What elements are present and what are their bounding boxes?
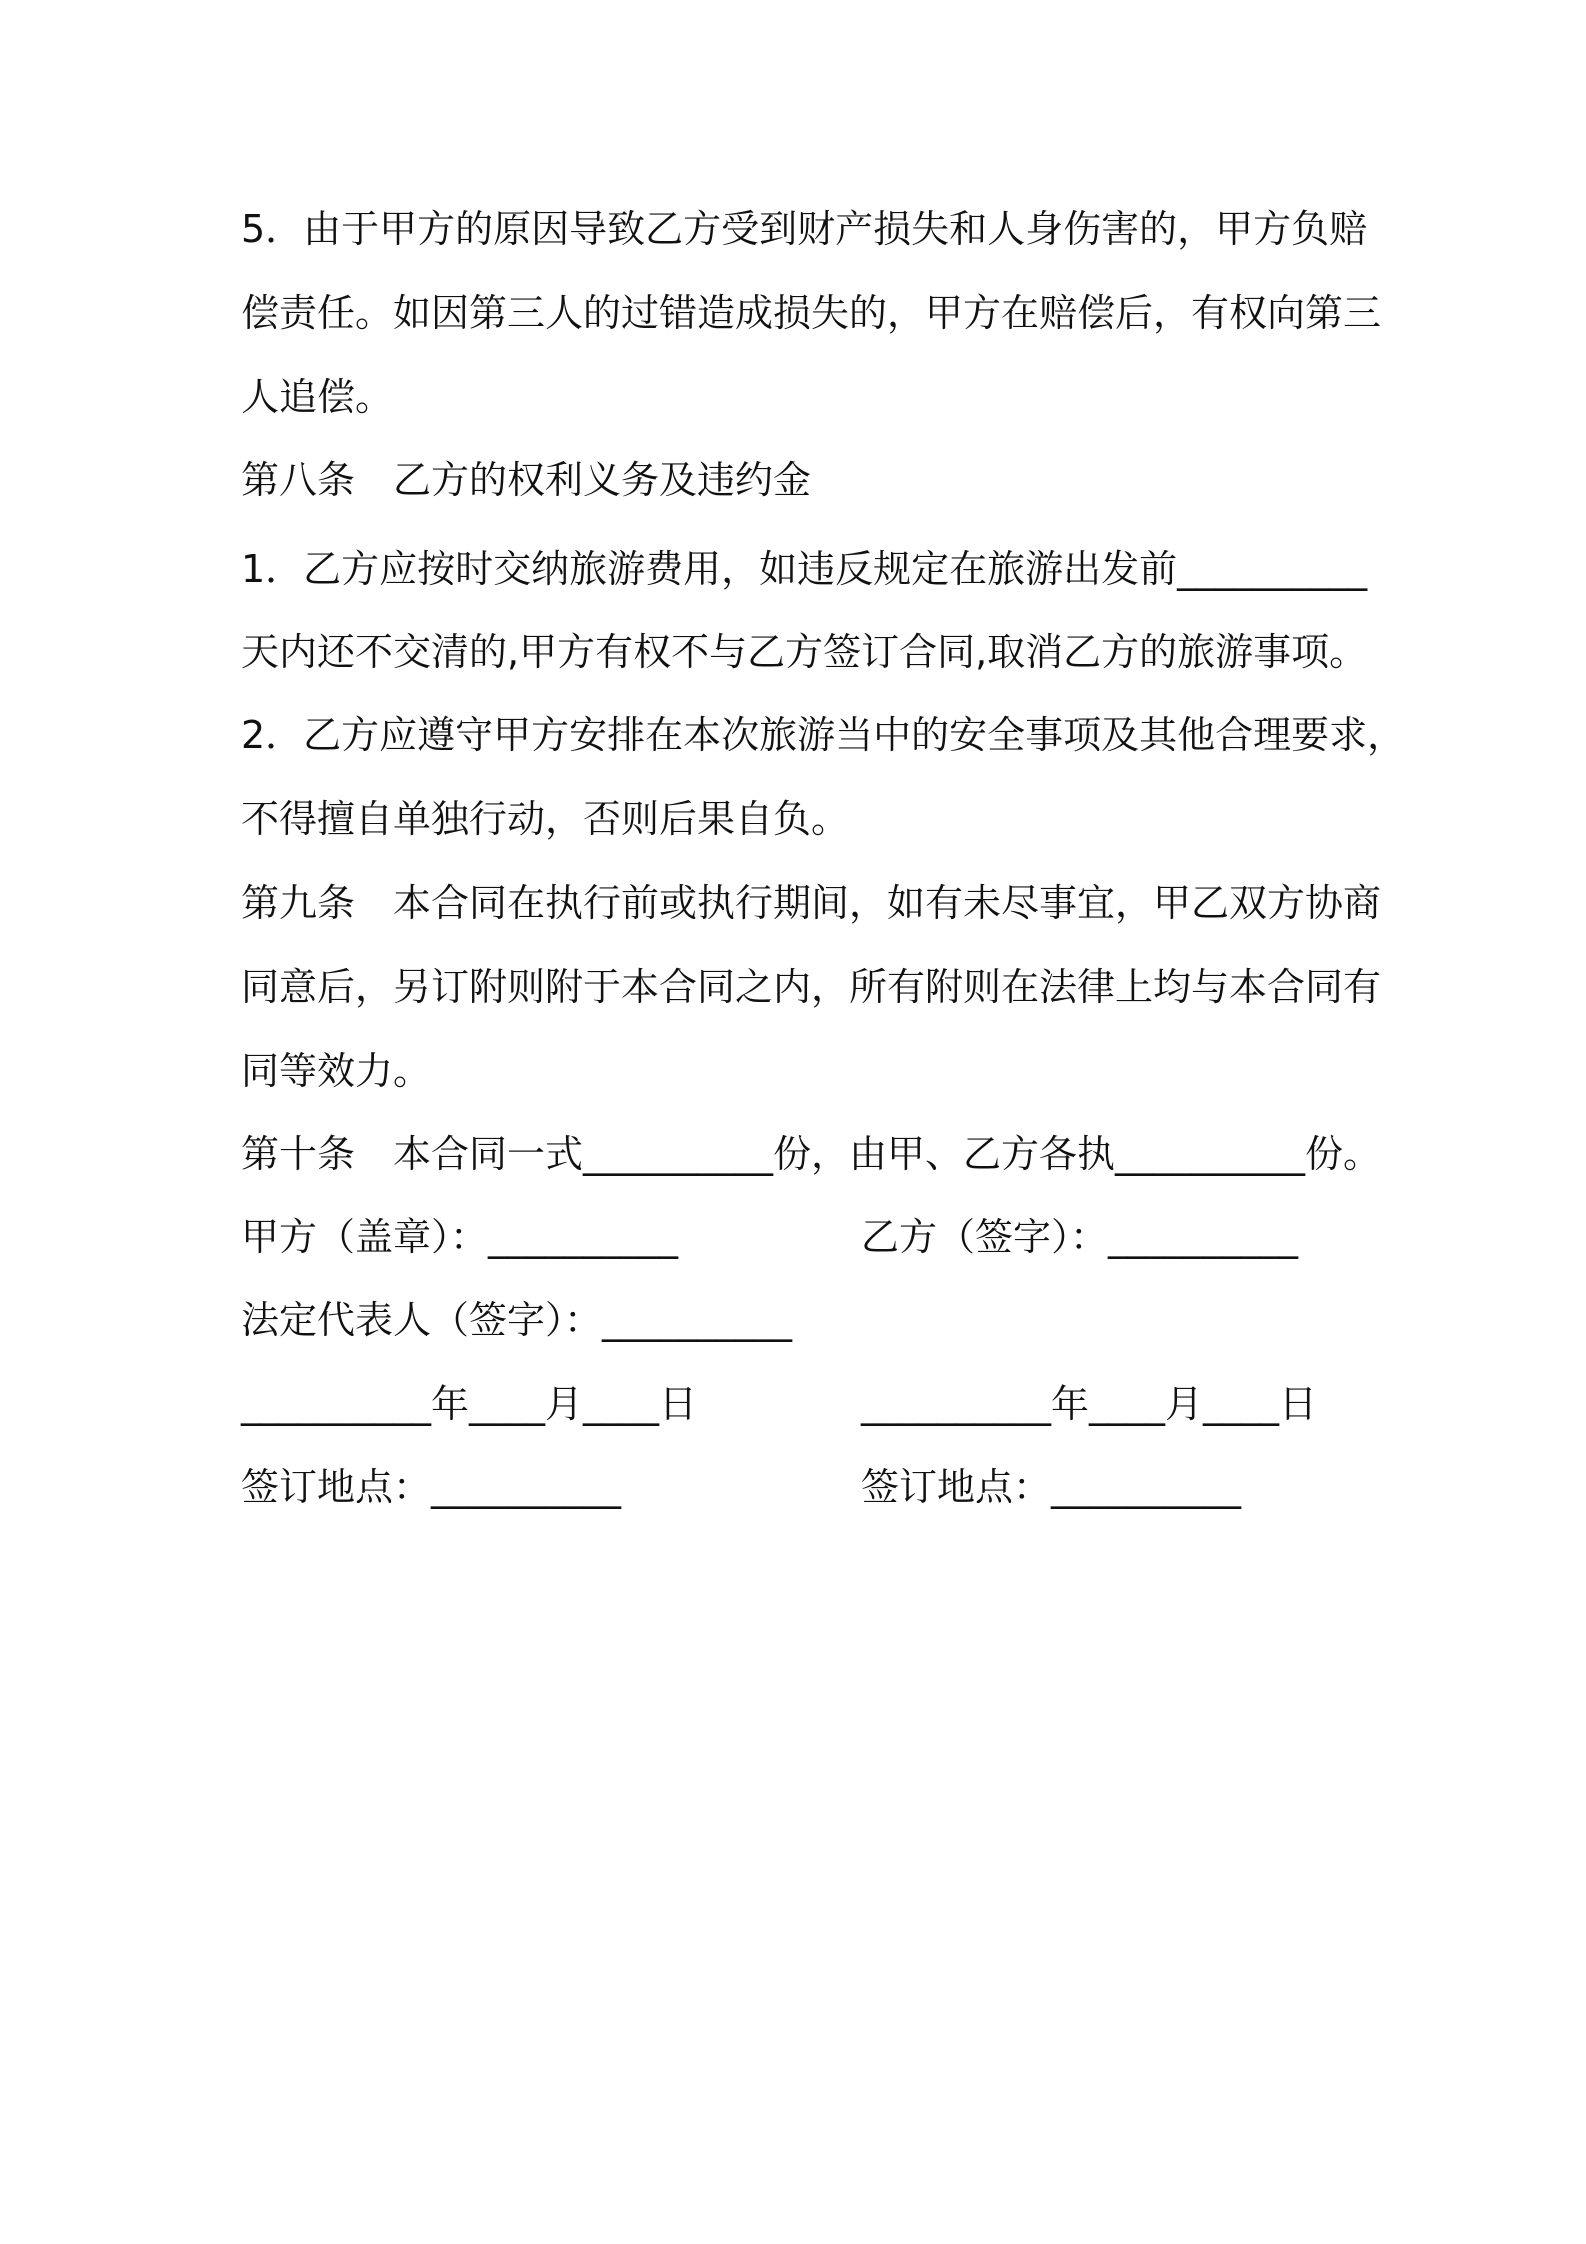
clause10-line1: 第十条 本合同一式__________份，由甲、乙方各执__________份。 <box>241 1132 1382 1176</box>
signature-row-dates <box>241 1380 1341 1428</box>
legal-representative-signature: 法定代表人（签字）：__________ <box>241 1298 793 1342</box>
clause7-item5-line2: 偿责任。如因第三人的过错造成损失的，甲方在赔偿后，有权向第三 <box>241 291 1382 335</box>
party-a-seal: 甲方（盖章）：__________ <box>241 1215 679 1259</box>
clause8-item1-line1: 1．乙方应按时交纳旅游费用，如违反规定在旅游出发前__________ <box>241 547 1368 591</box>
clause9-line2: 同意后，另订附则附于本合同之内，所有附则在法律上均与本合同有 <box>241 965 1382 1009</box>
place-party-b: 签订地点：__________ <box>861 1465 1242 1509</box>
signature-row-parties <box>241 1213 1341 1261</box>
signature-row-places <box>241 1463 1341 1511</box>
clause8-item2-line2: 不得擅自单独行动，否则后果自负。 <box>241 797 850 841</box>
clause8-item1-line2: 天内还不交清的,甲方有权不与乙方签订合同,取消乙方的旅游事项。 <box>241 630 1368 674</box>
date-party-b: __________年____月____日 <box>861 1382 1318 1426</box>
party-b-signature: 乙方（签字）：__________ <box>861 1215 1299 1259</box>
clause8-item2-line1: 2．乙方应遵守甲方安排在本次旅游当中的安全事项及其他合理要求， <box>241 713 1406 757</box>
clause7-item5-line3: 人追偿。 <box>241 375 394 419</box>
clause9-line1: 第九条 本合同在执行前或执行期间，如有未尽事宜，甲乙双方协商 <box>241 881 1382 925</box>
place-party-a: 签订地点：__________ <box>241 1465 622 1509</box>
clause8-heading: 第八条 乙方的权利义务及违约金 <box>241 458 812 502</box>
date-party-a: __________年____月____日 <box>241 1382 698 1426</box>
clause7-item5-line1: 5．由于甲方的原因导致乙方受到财产损失和人身伤害的，甲方负赔 <box>241 207 1368 251</box>
clause9-line3: 同等效力。 <box>241 1049 432 1093</box>
